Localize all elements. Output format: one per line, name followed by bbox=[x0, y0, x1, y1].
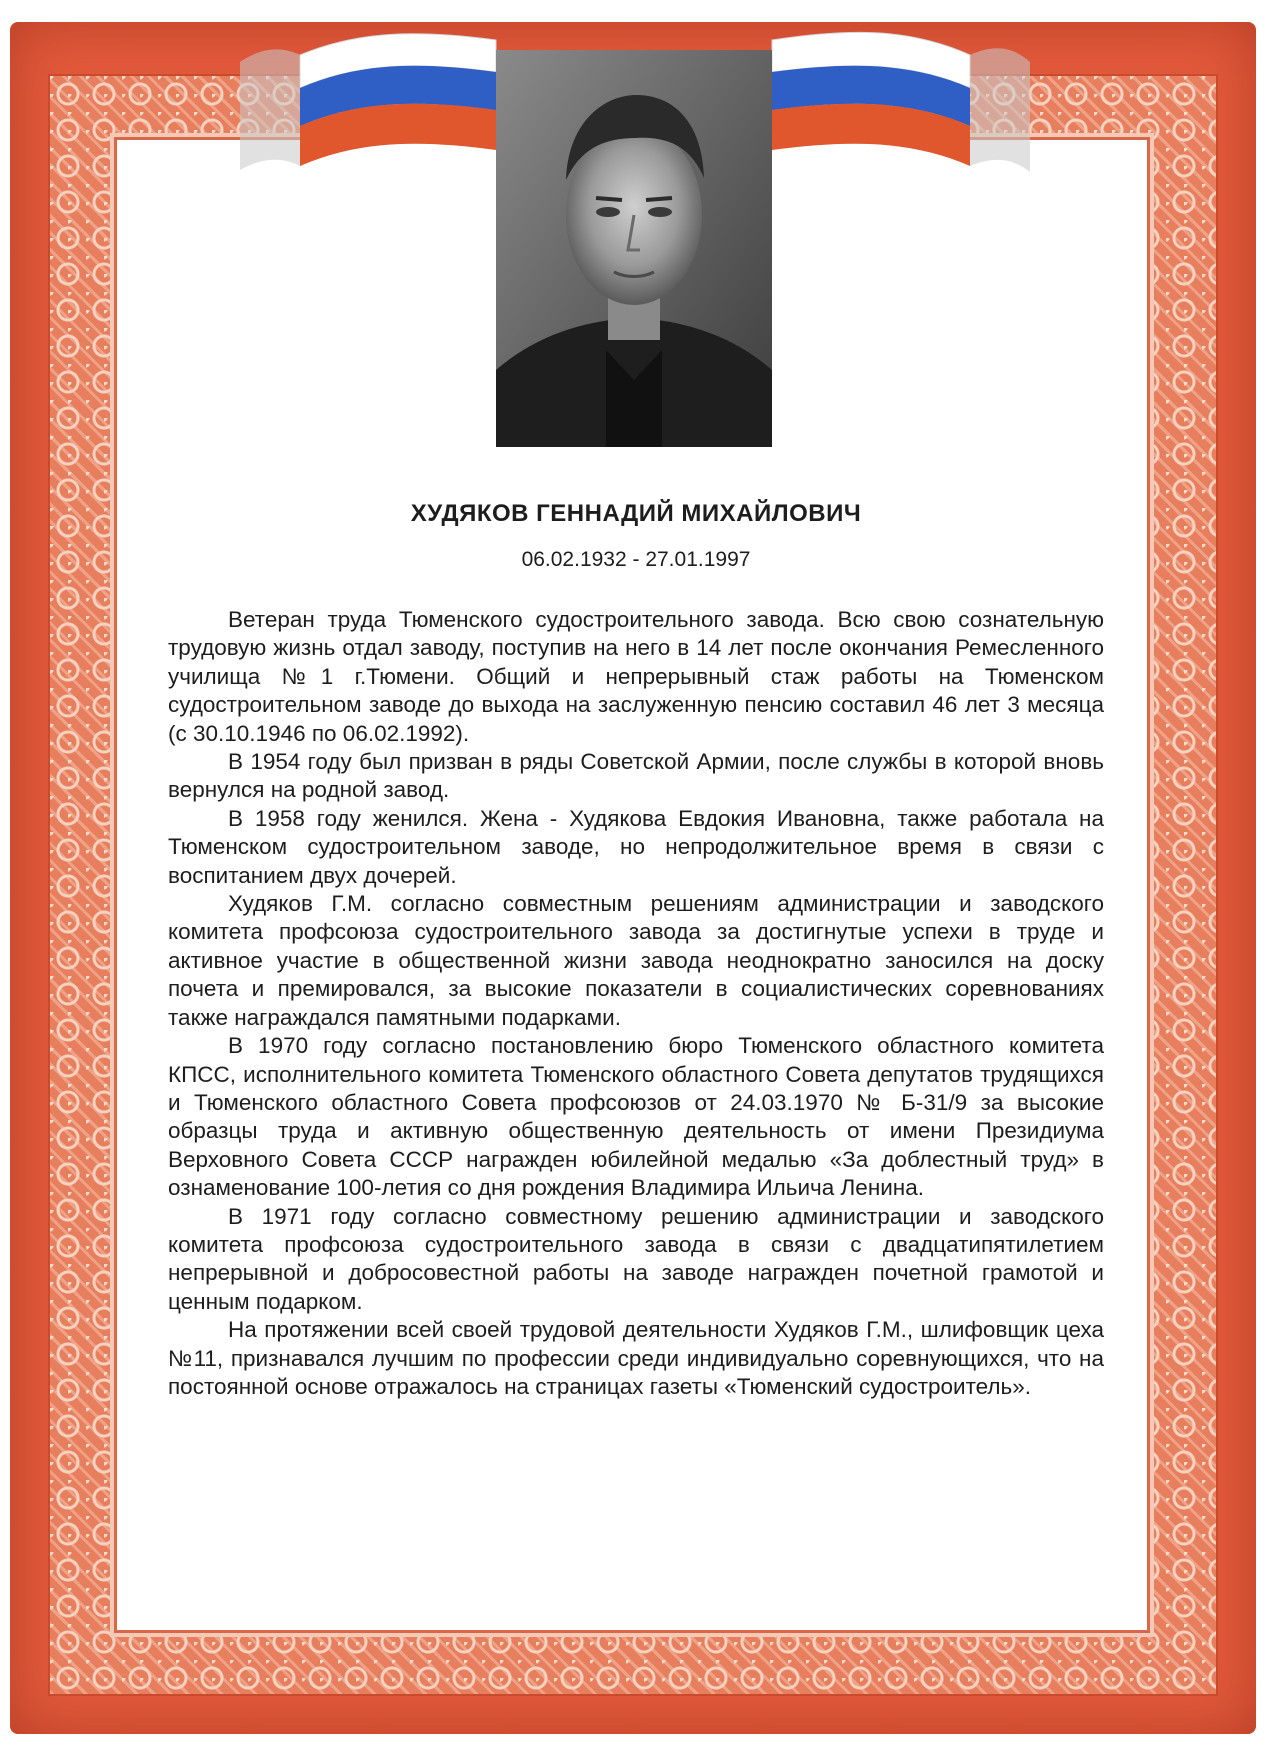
person-name: ХУДЯКОВ ГЕННАДИЙ МИХАЙЛОВИЧ bbox=[410, 500, 862, 527]
portrait-photo bbox=[496, 50, 772, 447]
bio-paragraph: В 1958 году женился. Жена - Худякова Евдокия Ивановна, также работала на Тюменском судостроительном заводе, но непродолжительное время в связи с воспитанием двух дочерей. bbox=[168, 805, 1104, 888]
bio-paragraph: В 1971 году согласно совместному решению администрации и заводского комитета профсоюза судостроительного завода в связи с двадцатипятилетием непрерывной и добросовестной работы на заводе награжден почетной грамотой и ценным подарком. bbox=[168, 1203, 1104, 1314]
bio-paragraph: Худяков Г.М. согласно совместным решениям администрации и заводского комитета профсоюза судостроительного завода за достигнутые успехи в труде и активное участие в общественной жизни завода неоднократно заносился на доску почета и премировался, за высокие показатели в социалистических соревнованиях также награждался памятными подарками. bbox=[168, 891, 1104, 1030]
life-dates: 06.02.1932 - 27.01.1997 bbox=[521, 548, 751, 571]
bio-paragraph: На протяжении всей своей трудовой деятельности Худяков Г.М., шлифовщик цеха №11, признавался лучшим по профессии среди индивидуально соревнующихся, что на постоянной основе отражалось на страницах газеты «Тюменский судостроитель». bbox=[168, 1317, 1104, 1399]
certificate-content bbox=[168, 488, 1104, 1401]
portrait-image bbox=[496, 50, 772, 447]
biography bbox=[168, 606, 1104, 1401]
bio-paragraph: В 1970 году согласно постановлению бюро Тюменского областного комитета КПСС, исполнительного комитета Тюменского областного Совета депутатов трудящихся и Тюменского областного Совета профсоюзов от 24.03.1970 № Б-31/9 за высокие образцы труда и активную общественную деятельность от имени Президиума Верховного Совета СССР награжден юбилейной медалью «За доблестный труд» в ознаменование 100-летия со дня рождения Владимира Ильича Ленина. bbox=[168, 1033, 1104, 1201]
bio-paragraph: Ветеран труда Тюменского судостроительного завода. Всю свою сознательную трудовую жизнь отдал заводу, поступив на него в 14 лет после окончания Ремесленного училища №1 г.Тюмени. Общий и непрерывный стаж работы на Тюменском судостроительном заводе до выхода на заслуженную пенсию составил 46 лет 3 месяца (с 30.10.1946 по 06.02.1992). bbox=[168, 607, 1104, 746]
bio-paragraph: В 1954 году был призван в ряды Советской Армии, после службы в которой вновь вернулся на родной завод. bbox=[168, 749, 1104, 803]
